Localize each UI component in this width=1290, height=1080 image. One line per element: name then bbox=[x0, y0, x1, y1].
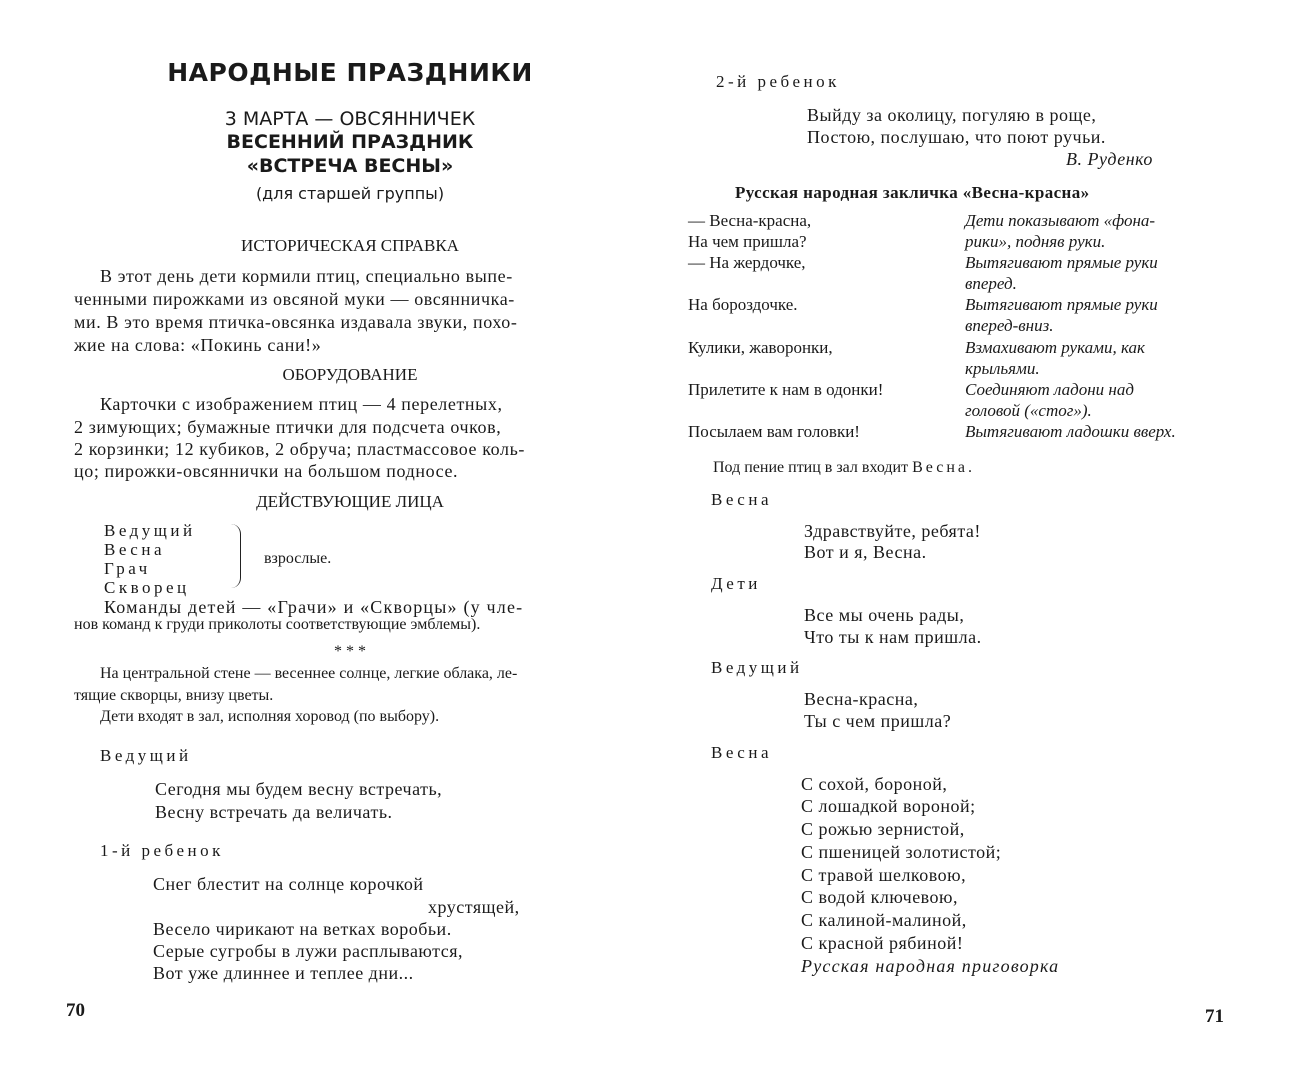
chant-text: — На жердочке, bbox=[688, 253, 806, 272]
chant-text: На бороздочке. bbox=[688, 295, 798, 314]
verse-line: Весну встречать да величать. bbox=[155, 802, 393, 822]
verse-line: С калиной-малиной, bbox=[801, 910, 967, 930]
verse-line: С лошадкой вороной; bbox=[801, 796, 976, 816]
brace-divider bbox=[230, 524, 241, 588]
chant-action: крыльями. bbox=[965, 359, 1040, 378]
verse-line: С рожью зернистой, bbox=[801, 819, 965, 839]
chant-action: головой («стог»). bbox=[965, 401, 1092, 420]
speaker-name: Весна bbox=[711, 743, 772, 762]
history-line: жие на слова: «Покинь сани!» bbox=[74, 335, 322, 355]
history-heading: ИСТОРИЧЕСКАЯ СПРАВКА bbox=[241, 236, 459, 255]
verse-line: Ты с чем пришла? bbox=[804, 711, 952, 731]
chant-title: Русская народная закличка «Весна-красна» bbox=[735, 183, 1090, 202]
verse-line: Серые сугробы в лужи расплываются, bbox=[153, 941, 464, 961]
verse-line: Все мы очень рады, bbox=[804, 605, 965, 625]
chant-text: Посылаем вам головки! bbox=[688, 422, 860, 441]
speaker-name: Ведущий bbox=[100, 746, 192, 765]
character-name: Скворец bbox=[104, 578, 190, 597]
verse-line: С сохой, бороной, bbox=[801, 774, 948, 794]
chant-action: Вытягивают ладошки вверх. bbox=[965, 422, 1176, 441]
equipment-line: 2 зимующих; бумажные птички для подсчета очков, bbox=[74, 417, 502, 437]
speaker-name: Весна bbox=[711, 490, 772, 509]
page-title: НАРОДНЫЕ ПРАЗДНИКИ bbox=[167, 58, 533, 87]
chant-text: Кулики, жаворонки, bbox=[688, 338, 833, 357]
chant-action: рики», подняв руки. bbox=[965, 232, 1106, 251]
chant-action: вперед. bbox=[965, 274, 1017, 293]
chant-action: вперед-вниз. bbox=[965, 316, 1054, 335]
stage-note-name: Весна. bbox=[912, 459, 976, 476]
speaker-name: 1-й ребенок bbox=[100, 841, 224, 860]
verse-line: Весело чирикают на ветках воробьи. bbox=[153, 919, 452, 939]
characters-heading: ДЕЙСТВУЮЩИЕ ЛИЦА bbox=[256, 492, 444, 511]
history-line: ми. В это время птичка-овсянка издавала звуки, похо- bbox=[74, 312, 518, 332]
verse-line: С травой шелковою, bbox=[801, 865, 967, 885]
section-separator: * * * bbox=[334, 643, 366, 660]
history-line: ченными пирожками из овсяной муки — овсянничка- bbox=[74, 289, 515, 309]
verse-line: Что ты к нам пришла. bbox=[804, 627, 982, 647]
equipment-heading: ОБОРУДОВАНИЕ bbox=[282, 365, 418, 384]
chant-action: Вытягивают прямые руки bbox=[965, 253, 1158, 272]
verse-line: Снег блестит на солнце корочкой bbox=[153, 874, 424, 894]
equipment-line: цо; пирожки-овсяннички на большом подносе. bbox=[74, 461, 459, 481]
verse-line: Выйду за околицу, погуляю в роще, bbox=[807, 105, 1097, 125]
teams-line: нов команд к груди приколоты соответствующие эмблемы). bbox=[74, 616, 481, 633]
speaker-name: 2-й ребенок bbox=[716, 72, 840, 91]
verse-line: С водой ключевою, bbox=[801, 887, 959, 907]
verse-line: Вот и я, Весна. bbox=[804, 542, 927, 562]
teams-line: Команды детей — «Грачи» и «Скворцы» (у чле- bbox=[104, 597, 524, 617]
character-name: Грач bbox=[104, 559, 151, 578]
stage-note bbox=[713, 457, 975, 478]
author-name: В. Руденко bbox=[1066, 149, 1153, 169]
source-note: Русская народная приговорка bbox=[801, 956, 1060, 976]
equipment-line: Карточки с изображением птиц — 4 перелетных, bbox=[100, 394, 503, 414]
verse-line: С красной рябиной! bbox=[801, 933, 964, 953]
verse-line: Весна-красна, bbox=[804, 689, 919, 709]
stage-note: На центральной стене — весеннее солнце, легкие облака, ле- bbox=[100, 665, 518, 682]
speaker-name: Ведущий bbox=[711, 658, 803, 677]
history-line: В этот день дети кормили птиц, специально выпе- bbox=[100, 266, 513, 286]
chant-text: На чем пришла? bbox=[688, 232, 807, 251]
speaker-name: Дети bbox=[711, 574, 761, 593]
verse-line: Здравствуйте, ребята! bbox=[804, 521, 981, 541]
verse-line: Вот уже длиннее и теплее дни... bbox=[153, 963, 414, 983]
character-name: Ведущий bbox=[104, 521, 196, 540]
chant-action: Дети показывают «фона- bbox=[965, 211, 1156, 230]
audience-note: (для старшей группы) bbox=[255, 184, 445, 203]
equipment-line: 2 корзинки; 12 кубиков, 2 обруча; пластмассовое коль- bbox=[74, 439, 526, 459]
event-title: ВЕСЕННИЙ ПРАЗДНИК bbox=[226, 131, 474, 153]
stage-note-text: Под пение птиц в зал входит bbox=[713, 459, 909, 476]
stage-note: Дети входят в зал, исполняя хоровод (по выбору). bbox=[100, 708, 440, 725]
chant-action: Взмахивают руками, как bbox=[965, 338, 1145, 357]
verse-line: Постою, послушаю, что поют ручьи. bbox=[807, 127, 1106, 147]
verse-line: С пшеницей золотистой; bbox=[801, 842, 1002, 862]
character-name: Весна bbox=[104, 540, 165, 559]
page-number: 71 bbox=[1205, 1006, 1224, 1027]
chant-action: Соединяют ладони над bbox=[965, 380, 1134, 399]
verse-line: хрустящей, bbox=[428, 897, 520, 917]
group-note: взрослые. bbox=[264, 550, 332, 567]
event-name: «ВСТРЕЧА ВЕСНЫ» bbox=[246, 155, 454, 177]
verse-line: Сегодня мы будем весну встречать, bbox=[155, 779, 443, 799]
chant-text: Прилетите к нам в одонки! bbox=[688, 380, 884, 399]
date-line: 3 МАРТА — ОВСЯННИЧЕК bbox=[224, 108, 476, 130]
chant-action: Вытягивают прямые руки bbox=[965, 295, 1158, 314]
stage-note: тящие скворцы, внизу цветы. bbox=[74, 687, 274, 704]
chant-text: — Весна-красна, bbox=[688, 211, 812, 230]
page-number: 70 bbox=[66, 1000, 85, 1021]
